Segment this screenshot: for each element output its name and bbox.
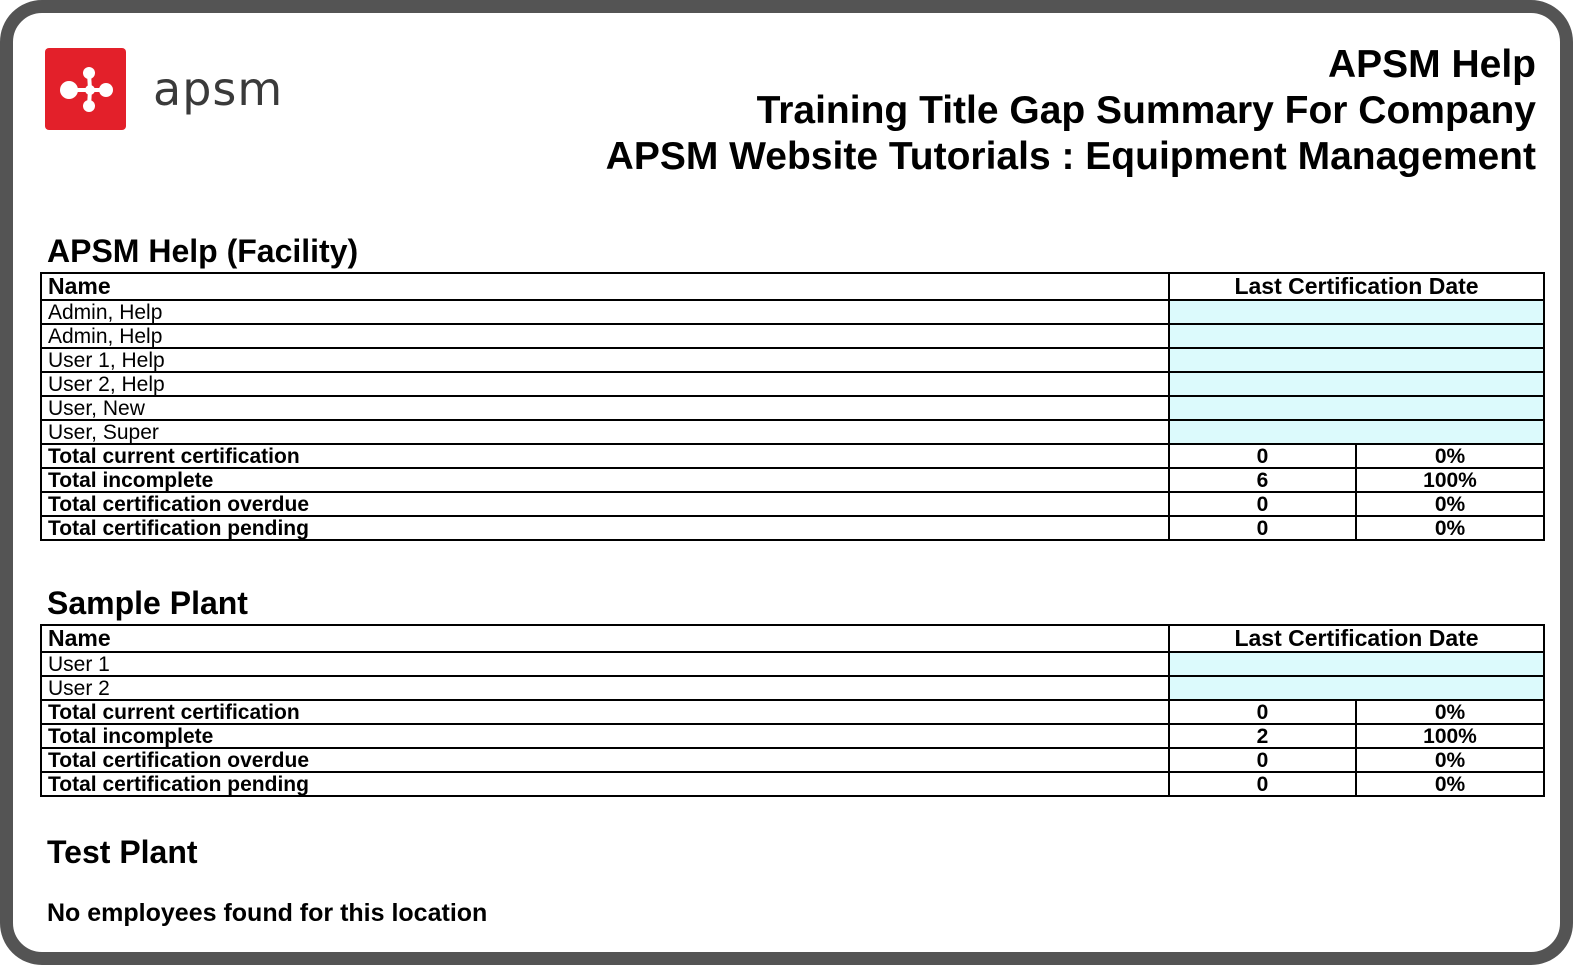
total-count: 0 — [1169, 748, 1356, 772]
report-company: APSM Help — [1327, 43, 1536, 86]
date-column-header: Last Certification Date — [1169, 273, 1544, 300]
total-percent: 0% — [1356, 492, 1544, 516]
total-percent: 0% — [1356, 516, 1544, 540]
report-title: Training Title Gap Summary For Company — [756, 89, 1536, 132]
certification-date-cell — [1169, 348, 1544, 372]
total-label: Total current certification — [41, 444, 1169, 468]
table-header-row — [41, 625, 1544, 652]
total-count: 0 — [1169, 772, 1356, 796]
total-count: 0 — [1169, 492, 1356, 516]
total-percent: 0% — [1356, 772, 1544, 796]
total-row — [41, 492, 1544, 516]
certification-date-cell — [1169, 652, 1544, 676]
total-percent: 0% — [1356, 444, 1544, 468]
total-row — [41, 748, 1544, 772]
table-row — [41, 420, 1544, 444]
table-row — [41, 348, 1544, 372]
report-subtitle: APSM Website Tutorials : Equipment Management — [605, 135, 1536, 178]
total-percent: 0% — [1356, 700, 1544, 724]
total-label: Total incomplete — [41, 468, 1169, 492]
date-column-header: Last Certification Date — [1169, 625, 1544, 652]
name-column-header: Name — [41, 273, 1169, 300]
certification-date-cell — [1169, 676, 1544, 700]
employee-name: User 1, Help — [41, 348, 1169, 372]
employee-name: User 2 — [41, 676, 1169, 700]
employee-name: Admin, Help — [41, 324, 1169, 348]
table-row — [41, 324, 1544, 348]
section-title: APSM Help (Facility) — [47, 233, 359, 269]
gap-table — [40, 272, 1545, 541]
table-row — [41, 300, 1544, 324]
total-label: Total incomplete — [41, 724, 1169, 748]
total-percent: 100% — [1356, 724, 1544, 748]
certification-date-cell — [1169, 300, 1544, 324]
total-label: Total current certification — [41, 700, 1169, 724]
total-count: 6 — [1169, 468, 1356, 492]
employee-name: Admin, Help — [41, 300, 1169, 324]
table-row — [41, 676, 1544, 700]
gap-table — [40, 624, 1545, 797]
total-label: Total certification pending — [41, 516, 1169, 540]
logo-wordmark: apsm — [153, 62, 284, 116]
section-title: Test Plant — [47, 834, 198, 870]
total-percent: 0% — [1356, 748, 1544, 772]
certification-date-cell — [1169, 396, 1544, 420]
employee-name: User 2, Help — [41, 372, 1169, 396]
total-percent: 100% — [1356, 468, 1544, 492]
section-title: Sample Plant — [47, 585, 248, 621]
total-count: 0 — [1169, 516, 1356, 540]
total-label: Total certification overdue — [41, 492, 1169, 516]
name-column-header: Name — [41, 625, 1169, 652]
total-row — [41, 772, 1544, 796]
total-row — [41, 724, 1544, 748]
empty-state-message: No employees found for this location — [47, 899, 488, 927]
employee-name: User 1 — [41, 652, 1169, 676]
employee-name: User, New — [41, 396, 1169, 420]
apsm-network-logo-icon — [45, 48, 126, 130]
table-header-row — [41, 273, 1544, 300]
employee-name: User, Super — [41, 420, 1169, 444]
total-row — [41, 468, 1544, 492]
table-row — [41, 652, 1544, 676]
total-count: 0 — [1169, 444, 1356, 468]
certification-date-cell — [1169, 324, 1544, 348]
report-header — [606, 42, 1536, 180]
total-row — [41, 516, 1544, 540]
table-row — [41, 372, 1544, 396]
total-row — [41, 444, 1544, 468]
table-row — [41, 396, 1544, 420]
total-label: Total certification pending — [41, 772, 1169, 796]
total-row — [41, 700, 1544, 724]
total-label: Total certification overdue — [41, 748, 1169, 772]
total-count: 0 — [1169, 700, 1356, 724]
certification-date-cell — [1169, 420, 1544, 444]
total-count: 2 — [1169, 724, 1356, 748]
certification-date-cell — [1169, 372, 1544, 396]
